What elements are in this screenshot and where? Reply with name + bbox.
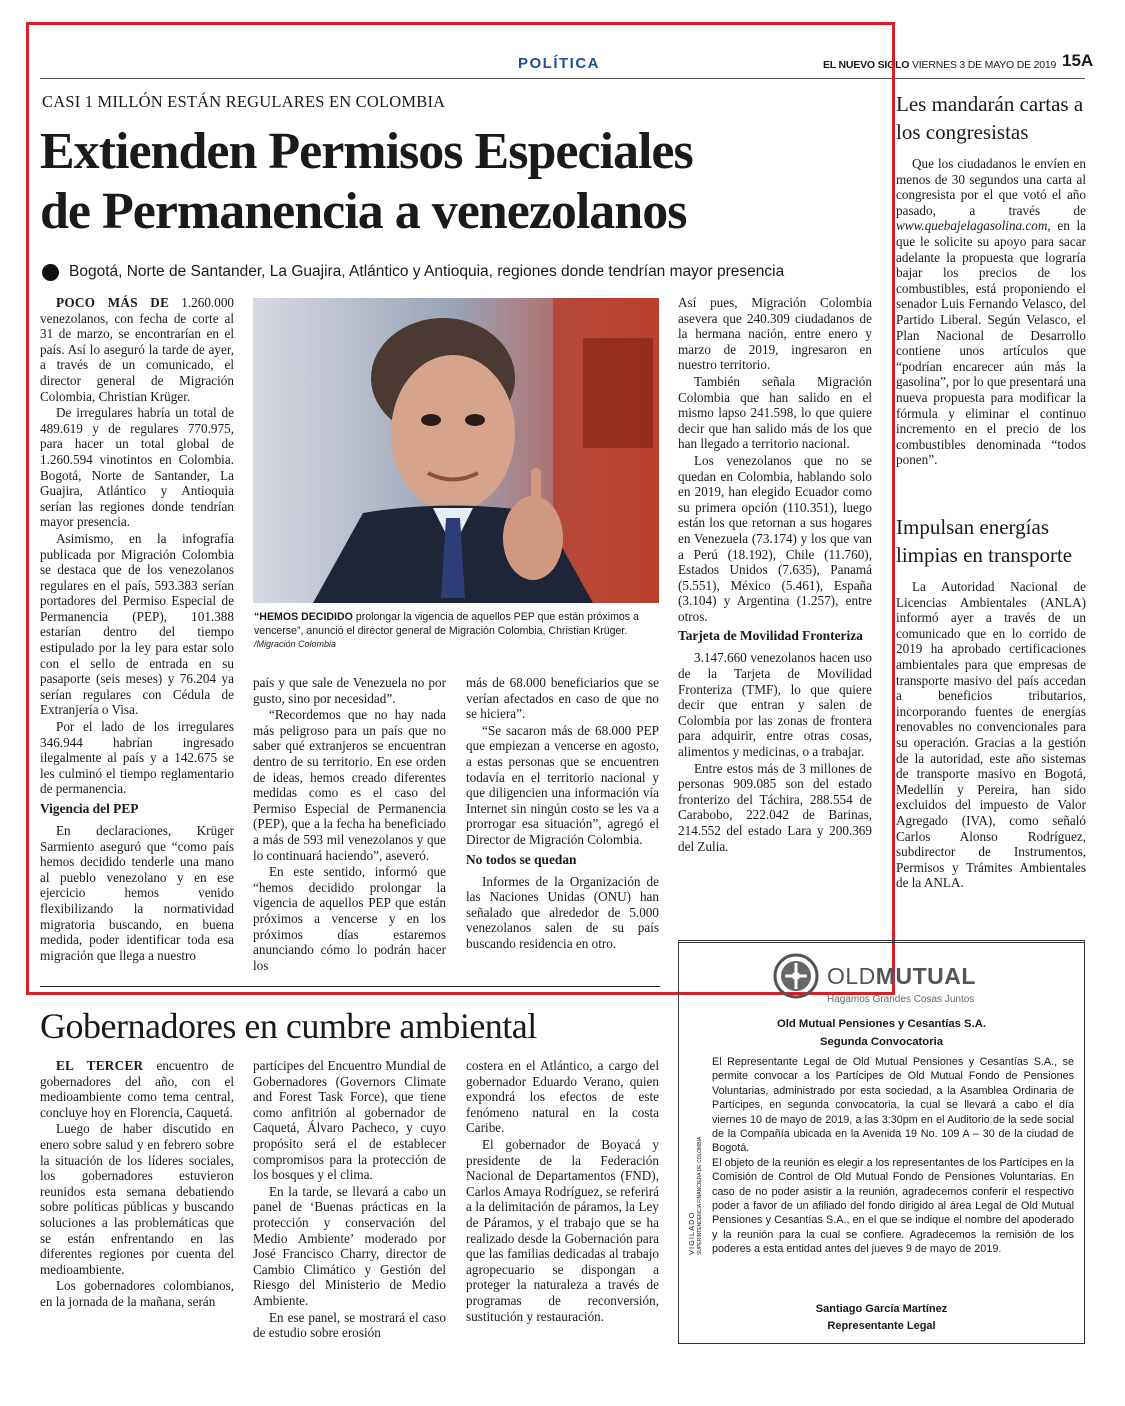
paragraph: Luego de haber discutido en enero sobre salud y en febrero sobre la situación de los líderes sociales, los gobernadores estuvieron reunidos esta semana debatiendo sobre políticas públicas y buscando soluciones a las problemáticas que se están enfrentando en las diferentes regiones por cuenta del medioambiente. — [40, 1121, 234, 1277]
sidebar-headline: Impulsan energías limpias en transporte — [896, 515, 1073, 567]
paragraph: EL TERCER encuentro de gobernadores del año, con el medioambiente como tema central, concluye hoy en Florencia, Caquetá. — [40, 1058, 234, 1120]
paragraph: Los gobernadores colombianos, en la jornada de la mañana, serán — [40, 1278, 234, 1309]
paragraph: Informes de la Organización de las Naciones Unidas (ONU) han señalado que alrededor de 5.000 venezolanos salen de su país buscando residencia en otro. — [466, 873, 659, 951]
paragraph: En este sentido, informó que “hemos decidido prolongar la vigencia de aquellos PEP que están próximos a vencerse y en los próximos días estaremos anunciando cómo lo podrán hacer los — [253, 864, 446, 973]
sidebar-story-1 — [896, 90, 1086, 510]
ad-body — [712, 1055, 1074, 1257]
paragraph: También señala Migración Colombia que han salido en el mismo lapso 241.598, lo que quiere decir que han salido más de los que han llegado a territorio nacional. — [678, 373, 872, 452]
caption-lead: “HEMOS DECIDIDO — [254, 611, 353, 623]
issue-date: VIERNES 3 DE MAYO DE 2019 — [912, 59, 1057, 71]
second-column-1 — [40, 1058, 234, 1358]
article-kicker: CASI 1 MILLÓN ESTÁN REGULARES EN COLOMBIA — [42, 92, 446, 111]
headline-line-2: de Permanencia a venezolanos — [40, 183, 687, 240]
subhead: No todos se quedan — [466, 851, 577, 867]
ad-paragraph: El Representante Legal de Old Mutual Pensiones y Cesantías S.A., se permite convocar a los Partícipes de Old Mutual Fondo de Pensiones Voluntarias, administrado por esta sociedad, a la Asamblea Ordinaria de Partícipes, en segunda convocatoria, la cual se llevará a cabo el día viernes 10 de mayo de 2019, a las 3:30pm en el Auditorio de la sede social de la Compañía ubicada en la Avenida 19 No. 109 A – 30 de la ciudad de Bogotá. — [712, 1056, 1074, 1155]
brand-old: OLD — [827, 962, 876, 989]
sidebar-headline: Les mandarán cartas a los congresistas — [896, 92, 1084, 144]
second-article-headline: Gobernadores en cumbre ambiental — [40, 1006, 537, 1046]
paragraph: partícipes del Encuentro Mundial de Gobernadores (Governors Climate and Forest Task Force), que tiene como anfitrión al gobernador de Caquetá, Álvaro Pacheco, y cuyo propósito será el de establecer compromisos para la protección de los bosques y el clima. — [253, 1058, 446, 1183]
ad-convocatoria: Segunda Convocatoria — [819, 1036, 944, 1048]
second-column-3 — [466, 1058, 659, 1358]
paragraph: POCO MÁS DE 1.260.000 venezolanos, con fecha de corte al 31 de marzo, se encontrarían en el país. Así lo aseguró la tarde de ayer, a través de un comunicado, el director general de Migración Colombia, Christian Krüger. — [40, 295, 234, 404]
ad-paragraph: El objeto de la reunión es elegir a los representantes de los Partícipes en la Comisión de Control de Old Mutual Fondo de Pensiones Voluntarias. En caso de no poder asistir a la reunión, agradecemos conferir el respectivo poder a favor de un afiliado del fondo dirigido al área Legal de Old Mutual Pensiones y Cesantías S.A., en el que se indique el nombre del apoderado y la reunión para la cual se confiere. Agradecemos la remisión de los poderes a esta entidad antes del jueves 9 de mayo de 2019. — [712, 1156, 1074, 1256]
campaign-link[interactable]: www.quebajelagasolina.com — [896, 218, 1048, 234]
paragraph: más de 68.000 beneficiarios que se verían afectados en caso de que no se hiciera”. — [466, 675, 659, 722]
paragraph: Los venezolanos que no se quedan en Colombia, hablando solo en 2019, han elegido Ecuador como su primera opción (110.351), luego están los que retornan a sus hogares en Venezuela (73.174) y los que van a Perú (18.192), Chile (11.760), Estados Unidos (7.635), Panamá (5.551), México (5.461), España (3.104) y Argentina (1.257), entre otros. — [678, 452, 872, 624]
lead-in: POCO MÁS DE — [56, 295, 170, 310]
vigilado-label: VIGILADO — [687, 1211, 696, 1255]
paragraph: Que los ciudadanos le envíen en menos de 30 segundos una carta al congresista por el que votó el año pasado, a través de www.quebajelagasolina.com, en la que le solicite su apoyo para sacar adelante la propuesta que lograría bajar los precios de los combustibles, está proponiendo el senador Luis Fernando Velasco, del Partido Liberal. Según Velasco, el Plan Nacional de Desarrollo contiene unos artículos que “podrían encarecer aún más la gasolina”, por lo que presentará una nueva propuesta para modificar la fórmula y eliminar el continuo incremento en el precio de los combustibles denominada “todos ponen”. — [896, 156, 1086, 468]
paragraph: 3.147.660 venezolanos hacen uso de la Tarjeta de Movilidad Fronteriza (TMF), lo que quiere decir que entran y salen de Colombia por las zonas de frontera para adquirir, entre otras cosas, alimentos y medicinas, o a trabajar. — [678, 650, 872, 760]
ad-signer: Santiago García Martínez — [815, 1303, 948, 1315]
paragraph: costera en el Atlántico, a cargo del gobernador Eduardo Verano, quien expondrá los efectos de este fenómeno natural en la costa Caribe. — [466, 1058, 659, 1136]
paragraph: En la tarde, se llevará a cabo un panel de ‘Buenas prácticas en la protección y conservación del Medio Ambiente’ moderado por José Francisco Charry, director de Cambio Climático y Gestión del Riesgo del Ministerio de Medio Ambiente. — [253, 1183, 446, 1308]
sidebar-story-2 — [896, 513, 1086, 923]
paragraph: país y que sale de Venezuela no por gusto, sino por necesidad”. — [253, 675, 446, 706]
paragraph: “Recordemos que no hay nada más peligroso para un país que no saber qué extranjeros se encuentran dentro de su territorio. En ese orden de ideas, hemos creado diferentes medidas como es el caso del Permiso Especial de Permanencia (PEP), que a la fecha ha beneficiado a más de 593 mil venezolanos y que lo continuará haciendo”, aseveró. — [253, 707, 446, 863]
subhead: Vigencia del PEP — [40, 801, 139, 816]
ad-logo — [773, 953, 976, 999]
paragraph: De irregulares habría un total de 489.619 y de regulares 770.975, para hacer un total global de 1.260.594 vinotintos en Colombia. Bogotá, Norte de Santander, La Guajira, Atlántico y Antioquia serían las regiones donde tendrían mayor presencia. — [40, 405, 234, 530]
second-column-2 — [253, 1058, 446, 1358]
old-mutual-notice — [678, 940, 1085, 1344]
page-number: 15A — [1062, 51, 1094, 70]
deck-text: Bogotá, Norte de Santander, La Guajira, Atlántico y Antioquia, regiones donde tendrían mayor presencia — [69, 263, 785, 280]
paragraph: Así pues, Migración Colombia asevera que 240.309 ciudadanos de la hermana nación, entre enero y marzo de 2019, ingresaron en nuestro territorio. — [678, 295, 872, 373]
ad-company: Old Mutual Pensiones y Cesantías S.A. — [776, 1018, 987, 1030]
paragraph: Entre estos más de 3 millones de personas 909.085 son del estado fronterizo del Táchira, 288.554 de Carabobo, 222.042 de Barinas, 214.552 del estado Lara y 200.369 del Zulia. — [678, 760, 872, 854]
brand-mutual: MUTUAL — [875, 962, 976, 989]
vigilado-authority: SUPERINTENDENCIA FINANCIERA DE COLOMBIA — [697, 1136, 703, 1255]
old-mutual-emblem-icon — [773, 953, 819, 999]
paragraph: El gobernador de Boyacá y presidente de la Federación Nacional de Departamentos (FND), Carlos Amaya Rodríguez, se referirá a la delimitación de páramos, la Ley de Páramos, y el trabajo que se ha realizado desde la Gobernación para que las familias dedicadas al trabajo agropecuario se dispongan a proteger la naturaleza a través de programas de reconversión, sustitución y restauración. — [466, 1136, 659, 1324]
paragraph: En ese panel, se mostrará el caso de estudio sobre erosión — [253, 1309, 446, 1341]
paragraph: La Autoridad Nacional de Licencias Ambientales (ANLA) informó ayer a través de un comunicado que en lo corrido de 2019 ha aprobado certificaciones ambientales para que empresas de transporte masivo del país accedan a beneficios tributarios, incorporando fuentes de energías renovables no convencionales para su operación. Gracias a la gestión de la autoridad, este año sistemas de transporte masivo en Bogotá, Medellín y Pereira, han sido excluidos del impuesto de Valor Agregado (IVA), como señaló Carlos Alonso Rodríguez, subdirector de Instrumentos, Permisos y Trámites Ambientales de la ANLA. — [896, 579, 1086, 891]
paragraph: En declaraciones, Krüger Sarmiento aseguró que “como país hemos decidido tenderle una mano al pueblo venezolano y en ese ejercicio hemos venido flexibilizando la normatividad migratoria buscando, en buena medida, poder identificar toda esa migración que llega a nuestro — [40, 823, 234, 963]
lead-in: EL TERCER — [56, 1058, 144, 1073]
paragraph: “Se sacaron más de 68.000 PEP que empiezan a vencerse en agosto, a estas personas que se encuentren todavía en el territorio nacional y que diligencien una información vía Internet sin ningún costo se les va a prorrogar esa situación”, agregó el Director de Migración Colombia. — [466, 722, 659, 847]
ad-signer-title: Representante Legal — [827, 1320, 936, 1332]
paragraph: Por el lado de los irregulares 346.944 habrían ingresado ilegalmente al país y a 142.675 se les culminó el tiempo reglamentario de permanencia. — [40, 719, 234, 797]
caption-text: prolongar la vigencia de aquellos PEP que están próximos a vencerse”, anunció el director general de Migración Colombia, Christian Krüger. — [254, 611, 639, 637]
masthead: EL NUEVO SIGLO — [823, 59, 910, 71]
ad-tagline: Hagamos Grandes Cosas Juntos — [827, 994, 975, 1005]
paragraph: Asimismo, en la infografía publicada por Migración Colombia se destaca que de los venezolanos regulares en el país, 593.383 serían portadores del Permiso Especial de Permanencia (PEP), 101.388 estarían dentro del tiempo estipulado por la ley para estar solo con el sello de entrada en su pasaporte (seis meses) y 76.204 ya serían regulares con Cédula de Extranjería o Visa. — [40, 530, 234, 718]
subhead: Tarjeta de Movilidad Fronteriza — [678, 628, 863, 644]
headline-line-1: Extienden Permisos Especiales — [40, 123, 693, 180]
section-label: POLÍTICA — [518, 55, 600, 72]
highlight-box — [26, 22, 895, 995]
photo-credit: /Migración Colombia — [254, 639, 337, 650]
